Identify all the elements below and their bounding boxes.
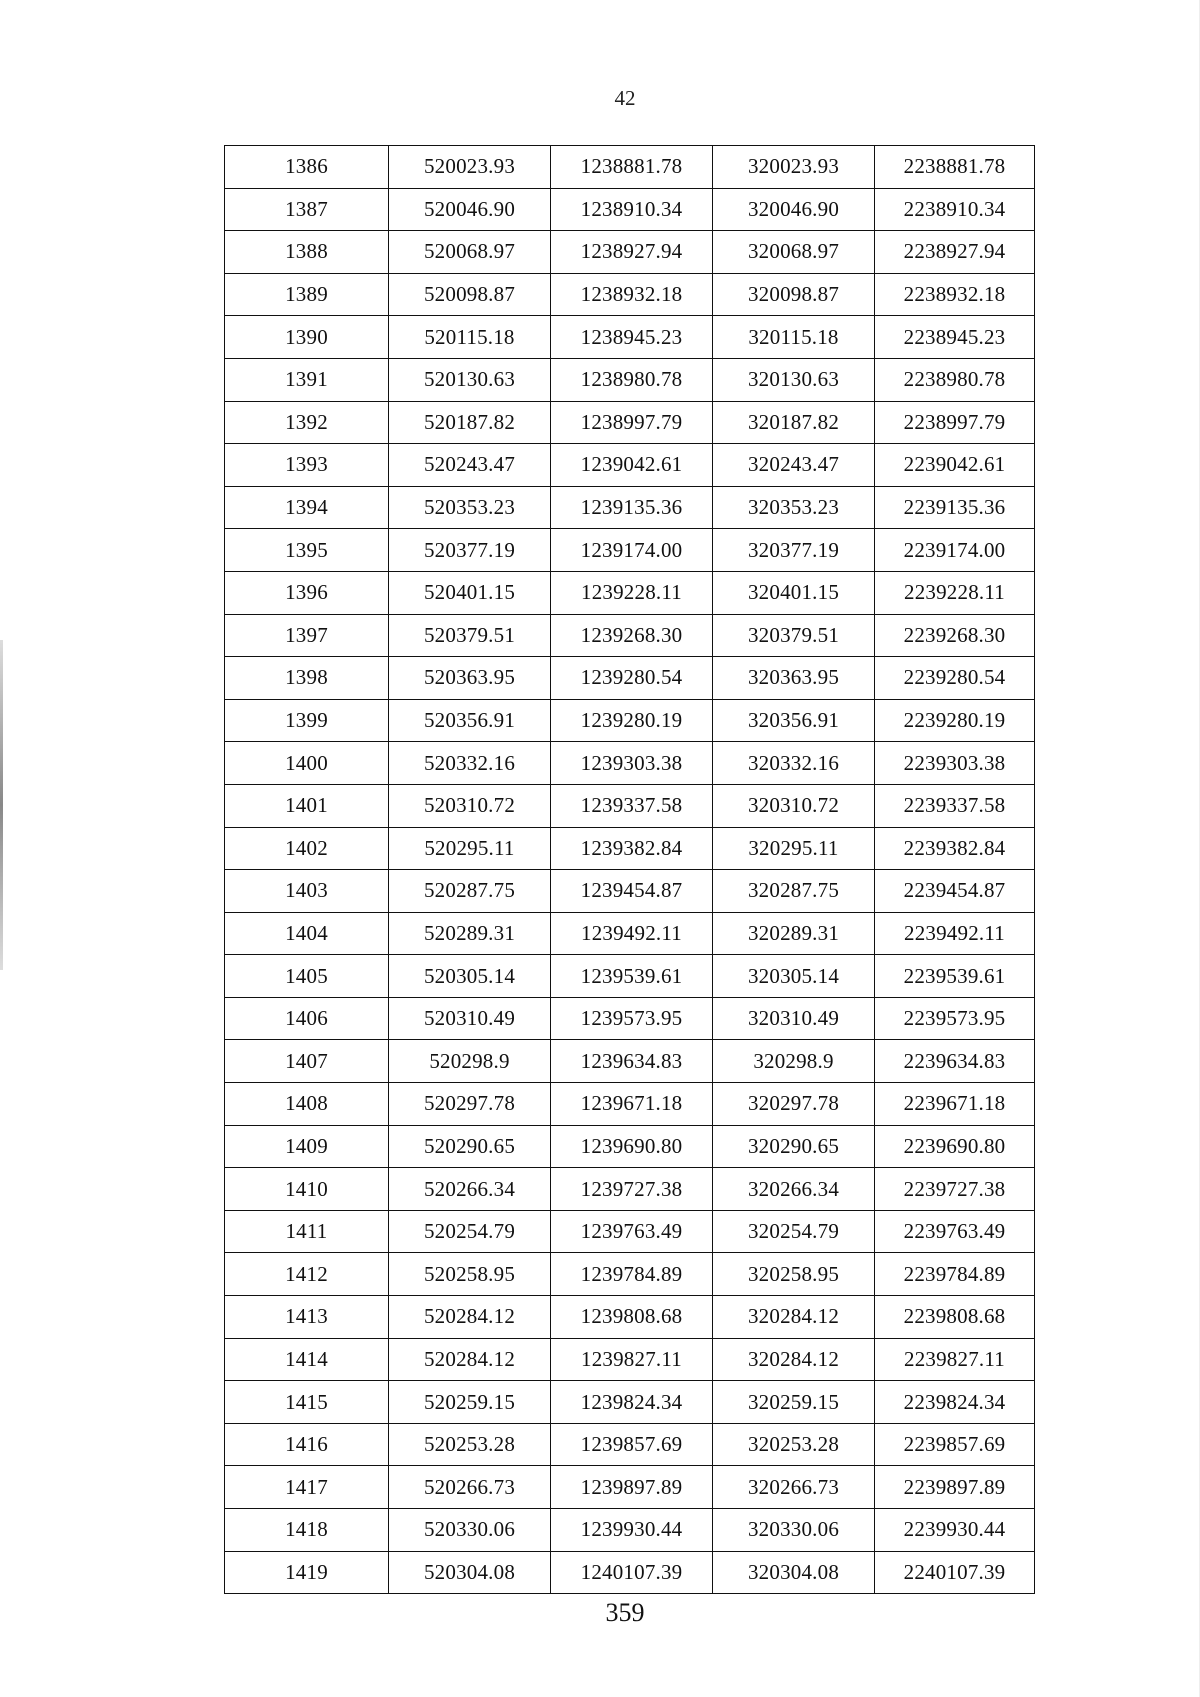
point-id-cell: 1409 (225, 1125, 389, 1168)
coordinate-cell: 2238945.23 (875, 316, 1035, 359)
coordinate-cell: 520259.15 (389, 1381, 551, 1424)
point-id-cell: 1408 (225, 1083, 389, 1126)
coordinate-cell: 520363.95 (389, 657, 551, 700)
table-row (225, 1168, 1035, 1211)
coordinate-cell: 2239174.00 (875, 529, 1035, 572)
coordinate-cell: 2239930.44 (875, 1509, 1035, 1552)
coordinate-cell: 320377.19 (713, 529, 875, 572)
table-row (225, 401, 1035, 444)
coordinate-cell: 2239634.83 (875, 1040, 1035, 1083)
point-id-cell: 1390 (225, 316, 389, 359)
coordinate-cell: 520046.90 (389, 188, 551, 231)
coordinate-cell: 2239573.95 (875, 997, 1035, 1040)
table-row (225, 571, 1035, 614)
coordinate-cell: 320298.9 (713, 1040, 875, 1083)
coordinate-cell: 520332.16 (389, 742, 551, 785)
coordinate-cell: 2238997.79 (875, 401, 1035, 444)
coordinate-cell: 1238932.18 (551, 273, 713, 316)
coordinate-cell: 1239337.58 (551, 784, 713, 827)
coordinate-cell: 2239382.84 (875, 827, 1035, 870)
coordinate-table (224, 145, 1035, 1594)
coordinate-cell: 1238980.78 (551, 358, 713, 401)
coordinate-cell: 320356.91 (713, 699, 875, 742)
coordinate-cell: 2240107.39 (875, 1551, 1035, 1594)
coordinate-cell: 2238980.78 (875, 358, 1035, 401)
table-row (225, 146, 1035, 189)
point-id-cell: 1416 (225, 1423, 389, 1466)
coordinate-cell: 1238910.34 (551, 188, 713, 231)
coordinate-cell: 320130.63 (713, 358, 875, 401)
coordinate-cell: 2239280.19 (875, 699, 1035, 742)
point-id-cell: 1406 (225, 997, 389, 1040)
table-row (225, 1423, 1035, 1466)
table-row (225, 955, 1035, 998)
coordinate-cell: 2239824.34 (875, 1381, 1035, 1424)
coordinate-cell: 520253.28 (389, 1423, 551, 1466)
coordinate-cell: 1239280.54 (551, 657, 713, 700)
coordinate-table-body (225, 146, 1035, 1594)
coordinate-cell: 2239763.49 (875, 1210, 1035, 1253)
coordinate-cell: 1239671.18 (551, 1083, 713, 1126)
table-row (225, 657, 1035, 700)
coordinate-cell: 1239690.80 (551, 1125, 713, 1168)
table-row (225, 912, 1035, 955)
table-row (225, 1296, 1035, 1339)
coordinate-cell: 520130.63 (389, 358, 551, 401)
coordinate-cell: 320295.11 (713, 827, 875, 870)
table-row (225, 1466, 1035, 1509)
coordinate-cell: 520023.93 (389, 146, 551, 189)
coordinate-cell: 520305.14 (389, 955, 551, 998)
point-id-cell: 1415 (225, 1381, 389, 1424)
point-id-cell: 1394 (225, 486, 389, 529)
coordinate-cell: 1239268.30 (551, 614, 713, 657)
point-id-cell: 1392 (225, 401, 389, 444)
coordinate-cell: 520298.9 (389, 1040, 551, 1083)
point-id-cell: 1402 (225, 827, 389, 870)
coordinate-cell: 2239690.80 (875, 1125, 1035, 1168)
point-id-cell: 1405 (225, 955, 389, 998)
coordinate-cell: 2239228.11 (875, 571, 1035, 614)
coordinate-cell: 1239763.49 (551, 1210, 713, 1253)
coordinate-cell: 520310.49 (389, 997, 551, 1040)
point-id-cell: 1386 (225, 146, 389, 189)
point-id-cell: 1413 (225, 1296, 389, 1339)
coordinate-cell: 1239827.11 (551, 1338, 713, 1381)
coordinate-cell: 520254.79 (389, 1210, 551, 1253)
coordinate-cell: 2238927.94 (875, 231, 1035, 274)
coordinate-cell: 2239492.11 (875, 912, 1035, 955)
table-row (225, 784, 1035, 827)
coordinate-cell: 520187.82 (389, 401, 551, 444)
coordinate-cell: 2239454.87 (875, 870, 1035, 913)
coordinate-cell: 2239784.89 (875, 1253, 1035, 1296)
coordinate-cell: 520356.91 (389, 699, 551, 742)
point-id-cell: 1388 (225, 231, 389, 274)
coordinate-cell: 520401.15 (389, 571, 551, 614)
coordinate-cell: 2239897.89 (875, 1466, 1035, 1509)
coordinate-cell: 520330.06 (389, 1509, 551, 1552)
coordinate-cell: 320287.75 (713, 870, 875, 913)
coordinate-cell: 520304.08 (389, 1551, 551, 1594)
table-row (225, 827, 1035, 870)
table-row (225, 1381, 1035, 1424)
table-row (225, 444, 1035, 487)
table-row (225, 997, 1035, 1040)
coordinate-cell: 320098.87 (713, 273, 875, 316)
coordinate-cell: 320068.97 (713, 231, 875, 274)
coordinate-cell: 1239824.34 (551, 1381, 713, 1424)
page-number-bottom: 359 (605, 1598, 645, 1627)
point-id-cell: 1404 (225, 912, 389, 955)
coordinate-cell: 320305.14 (713, 955, 875, 998)
coordinate-cell: 1239228.11 (551, 571, 713, 614)
coordinate-cell: 1239897.89 (551, 1466, 713, 1509)
coordinate-cell: 320290.65 (713, 1125, 875, 1168)
point-id-cell: 1399 (225, 699, 389, 742)
coordinate-cell: 320332.16 (713, 742, 875, 785)
coordinate-cell: 2239268.30 (875, 614, 1035, 657)
point-id-cell: 1407 (225, 1040, 389, 1083)
coordinate-cell: 1238927.94 (551, 231, 713, 274)
point-id-cell: 1419 (225, 1551, 389, 1594)
coordinate-cell: 1239174.00 (551, 529, 713, 572)
coordinate-cell: 320401.15 (713, 571, 875, 614)
coordinate-cell: 320259.15 (713, 1381, 875, 1424)
table-row (225, 231, 1035, 274)
coordinate-cell: 320297.78 (713, 1083, 875, 1126)
coordinate-cell: 320310.72 (713, 784, 875, 827)
table-row (225, 1253, 1035, 1296)
coordinate-cell: 1239135.36 (551, 486, 713, 529)
coordinate-cell: 320023.93 (713, 146, 875, 189)
coordinate-cell: 1239634.83 (551, 1040, 713, 1083)
point-id-cell: 1387 (225, 188, 389, 231)
coordinate-cell: 520068.97 (389, 231, 551, 274)
coordinate-cell: 1238881.78 (551, 146, 713, 189)
coordinate-cell: 1239303.38 (551, 742, 713, 785)
table-row (225, 1338, 1035, 1381)
table-row (225, 1210, 1035, 1253)
coordinate-cell: 1239382.84 (551, 827, 713, 870)
coordinate-cell: 520243.47 (389, 444, 551, 487)
coordinate-cell: 320304.08 (713, 1551, 875, 1594)
coordinate-cell: 1239539.61 (551, 955, 713, 998)
coordinate-cell: 320310.49 (713, 997, 875, 1040)
coordinate-cell: 1238945.23 (551, 316, 713, 359)
coordinate-cell: 520115.18 (389, 316, 551, 359)
coordinate-cell: 1239727.38 (551, 1168, 713, 1211)
table-row (225, 742, 1035, 785)
coordinate-cell: 2239539.61 (875, 955, 1035, 998)
table-row (225, 614, 1035, 657)
point-id-cell: 1389 (225, 273, 389, 316)
point-id-cell: 1412 (225, 1253, 389, 1296)
table-row (225, 358, 1035, 401)
coordinate-cell: 320254.79 (713, 1210, 875, 1253)
coordinate-cell: 520290.65 (389, 1125, 551, 1168)
coordinate-cell: 1240107.39 (551, 1551, 713, 1594)
point-id-cell: 1401 (225, 784, 389, 827)
coordinate-cell: 520297.78 (389, 1083, 551, 1126)
coordinate-cell: 2239337.58 (875, 784, 1035, 827)
coordinate-cell: 320379.51 (713, 614, 875, 657)
point-id-cell: 1417 (225, 1466, 389, 1509)
coordinate-cell: 2239827.11 (875, 1338, 1035, 1381)
point-id-cell: 1411 (225, 1210, 389, 1253)
coordinate-cell: 2239671.18 (875, 1083, 1035, 1126)
table-row (225, 1551, 1035, 1594)
coordinate-cell: 1239857.69 (551, 1423, 713, 1466)
coordinate-cell: 520353.23 (389, 486, 551, 529)
coordinate-cell: 520258.95 (389, 1253, 551, 1296)
coordinate-cell: 1239042.61 (551, 444, 713, 487)
coordinate-cell: 2238932.18 (875, 273, 1035, 316)
table-row (225, 1125, 1035, 1168)
coordinate-cell: 320253.28 (713, 1423, 875, 1466)
coordinate-cell: 320289.31 (713, 912, 875, 955)
table-row (225, 1083, 1035, 1126)
coordinate-cell: 320284.12 (713, 1338, 875, 1381)
coordinate-cell: 1239808.68 (551, 1296, 713, 1339)
coordinate-cell: 520098.87 (389, 273, 551, 316)
coordinate-cell: 520284.12 (389, 1296, 551, 1339)
point-id-cell: 1391 (225, 358, 389, 401)
point-id-cell: 1395 (225, 529, 389, 572)
coordinate-cell: 2239808.68 (875, 1296, 1035, 1339)
coordinate-cell: 2238910.34 (875, 188, 1035, 231)
coordinate-cell: 320243.47 (713, 444, 875, 487)
table-row (225, 273, 1035, 316)
table-row (225, 1040, 1035, 1083)
coordinate-cell: 2239303.38 (875, 742, 1035, 785)
point-id-cell: 1396 (225, 571, 389, 614)
coordinate-cell: 320353.23 (713, 486, 875, 529)
coordinate-cell: 320284.12 (713, 1296, 875, 1339)
table-row (225, 699, 1035, 742)
point-id-cell: 1400 (225, 742, 389, 785)
coordinate-cell: 1238997.79 (551, 401, 713, 444)
coordinate-cell: 320046.90 (713, 188, 875, 231)
coordinate-cell: 320266.34 (713, 1168, 875, 1211)
coordinate-cell: 320363.95 (713, 657, 875, 700)
table-row (225, 188, 1035, 231)
coordinate-cell: 320330.06 (713, 1509, 875, 1552)
coordinate-cell: 2239135.36 (875, 486, 1035, 529)
table-row (225, 486, 1035, 529)
coordinate-cell: 520310.72 (389, 784, 551, 827)
coordinate-cell: 2239727.38 (875, 1168, 1035, 1211)
page-number-top: 42 (614, 86, 636, 110)
coordinate-cell: 1239784.89 (551, 1253, 713, 1296)
table-row (225, 870, 1035, 913)
coordinate-cell: 520379.51 (389, 614, 551, 657)
coordinate-cell: 320258.95 (713, 1253, 875, 1296)
coordinate-cell: 520377.19 (389, 529, 551, 572)
point-id-cell: 1397 (225, 614, 389, 657)
point-id-cell: 1414 (225, 1338, 389, 1381)
coordinate-cell: 520295.11 (389, 827, 551, 870)
coordinate-cell: 2239042.61 (875, 444, 1035, 487)
coordinate-cell: 1239573.95 (551, 997, 713, 1040)
point-id-cell: 1410 (225, 1168, 389, 1211)
coordinate-cell: 520289.31 (389, 912, 551, 955)
point-id-cell: 1393 (225, 444, 389, 487)
coordinate-cell: 520266.73 (389, 1466, 551, 1509)
coordinate-cell: 520284.12 (389, 1338, 551, 1381)
point-id-cell: 1403 (225, 870, 389, 913)
table-row (225, 1509, 1035, 1552)
point-id-cell: 1398 (225, 657, 389, 700)
coordinate-cell: 320266.73 (713, 1466, 875, 1509)
coordinate-cell: 520266.34 (389, 1168, 551, 1211)
coordinate-cell: 520287.75 (389, 870, 551, 913)
table-row (225, 529, 1035, 572)
coordinate-cell: 320115.18 (713, 316, 875, 359)
coordinate-cell: 1239454.87 (551, 870, 713, 913)
coordinate-cell: 1239492.11 (551, 912, 713, 955)
coordinate-cell: 1239930.44 (551, 1509, 713, 1552)
coordinate-cell: 2238881.78 (875, 146, 1035, 189)
coordinate-cell: 2239857.69 (875, 1423, 1035, 1466)
coordinate-cell: 1239280.19 (551, 699, 713, 742)
coordinate-cell: 320187.82 (713, 401, 875, 444)
table-row (225, 316, 1035, 359)
scan-edge-artifact (0, 640, 3, 970)
coordinate-cell: 2239280.54 (875, 657, 1035, 700)
point-id-cell: 1418 (225, 1509, 389, 1552)
